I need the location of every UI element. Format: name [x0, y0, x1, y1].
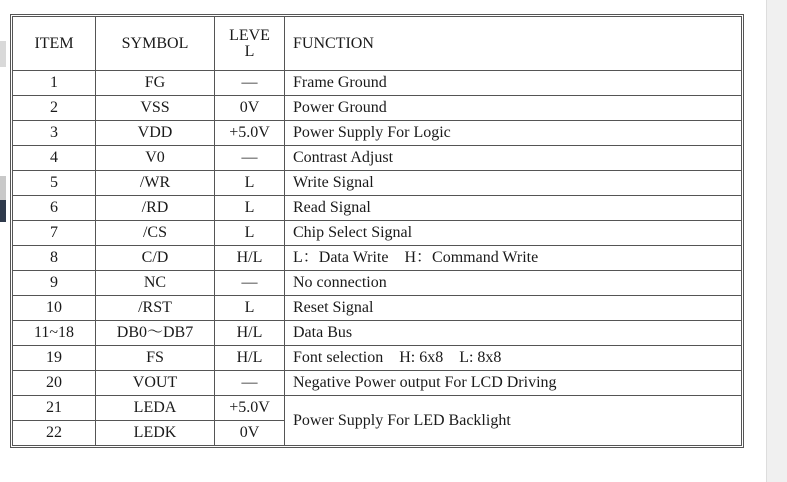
- cell-function: No connection: [285, 271, 742, 296]
- cell-function: Power Ground: [285, 96, 742, 121]
- cell-level: —: [215, 371, 285, 396]
- table-row: [13, 96, 742, 121]
- cell-function: Negative Power output For LCD Driving: [285, 371, 742, 396]
- cell-function: Power Supply For Logic: [285, 121, 742, 146]
- cell-item: 21: [13, 396, 96, 421]
- header-item: ITEM: [13, 17, 96, 71]
- cell-symbol: /WR: [96, 171, 215, 196]
- cell-level: L: [215, 221, 285, 246]
- table-row: [13, 71, 742, 96]
- header-level-line1: LEVE: [229, 26, 270, 44]
- cell-level: +5.0V: [215, 121, 285, 146]
- cell-symbol: NC: [96, 271, 215, 296]
- cell-symbol: VSS: [96, 96, 215, 121]
- table-row: [13, 321, 742, 346]
- cell-level: 0V: [215, 96, 285, 121]
- cell-symbol: VOUT: [96, 371, 215, 396]
- cell-item: 4: [13, 146, 96, 171]
- cell-item: 6: [13, 196, 96, 221]
- table-row: [13, 246, 742, 271]
- cell-item: 20: [13, 371, 96, 396]
- header-level: [215, 17, 285, 71]
- cell-function: Frame Ground: [285, 71, 742, 96]
- cell-level: H/L: [215, 246, 285, 271]
- cell-symbol: /RD: [96, 196, 215, 221]
- cell-level: H/L: [215, 321, 285, 346]
- cell-item: 5: [13, 171, 96, 196]
- cell-item: 7: [13, 221, 96, 246]
- cell-item: 9: [13, 271, 96, 296]
- cell-function: Contrast Adjust: [285, 146, 742, 171]
- left-edge-marker: [0, 200, 6, 222]
- cell-symbol: C/D: [96, 246, 215, 271]
- cell-level: L: [215, 196, 285, 221]
- header-symbol: SYMBOL: [96, 17, 215, 71]
- cell-level: L: [215, 296, 285, 321]
- cell-function: Write Signal: [285, 171, 742, 196]
- cell-symbol: VDD: [96, 121, 215, 146]
- cell-item: 2: [13, 96, 96, 121]
- cell-symbol: FG: [96, 71, 215, 96]
- pin-function-table: [12, 16, 742, 446]
- cell-level: L: [215, 171, 285, 196]
- cell-item: 19: [13, 346, 96, 371]
- cell-item: 8: [13, 246, 96, 271]
- window-right-edge: [766, 0, 787, 482]
- table-row: [13, 296, 742, 321]
- table-row: [13, 196, 742, 221]
- cell-function: Data Bus: [285, 321, 742, 346]
- cell-symbol: LEDK: [96, 421, 215, 446]
- cell-function: Font selection H: 6x8 L: 8x8: [285, 346, 742, 371]
- cell-level: —: [215, 271, 285, 296]
- cell-level: 0V: [215, 421, 285, 446]
- cell-function-merged: Power Supply For LED Backlight: [285, 396, 742, 446]
- cell-function: Reset Signal: [285, 296, 742, 321]
- pin-table-frame: [10, 14, 744, 448]
- cell-symbol: /CS: [96, 221, 215, 246]
- cell-symbol: LEDA: [96, 396, 215, 421]
- cell-level: +5.0V: [215, 396, 285, 421]
- cell-level: —: [215, 71, 285, 96]
- left-edge-marker: [0, 176, 6, 203]
- cell-function: Read Signal: [285, 196, 742, 221]
- table-header-row: [13, 17, 742, 71]
- cell-function: Chip Select Signal: [285, 221, 742, 246]
- cell-symbol: /RST: [96, 296, 215, 321]
- left-edge-marker: [0, 41, 6, 67]
- table-row: [13, 121, 742, 146]
- cell-level: H/L: [215, 346, 285, 371]
- cell-item: 11~18: [13, 321, 96, 346]
- table-row: [13, 221, 742, 246]
- cell-item: 3: [13, 121, 96, 146]
- table-row: [13, 371, 742, 396]
- cell-level: —: [215, 146, 285, 171]
- cell-symbol: V0: [96, 146, 215, 171]
- table-row: [13, 146, 742, 171]
- cell-symbol: FS: [96, 346, 215, 371]
- table-row: [13, 396, 742, 421]
- cell-function: L：Data Write H：Command Write: [285, 246, 742, 271]
- table-row: [13, 271, 742, 296]
- cell-item: 1: [13, 71, 96, 96]
- cell-item: 22: [13, 421, 96, 446]
- table-row: [13, 346, 742, 371]
- cell-symbol: DB0～DB7: [96, 321, 215, 346]
- header-level-line2: L: [244, 42, 255, 60]
- table-row: [13, 171, 742, 196]
- header-function: FUNCTION: [285, 17, 742, 71]
- cell-item: 10: [13, 296, 96, 321]
